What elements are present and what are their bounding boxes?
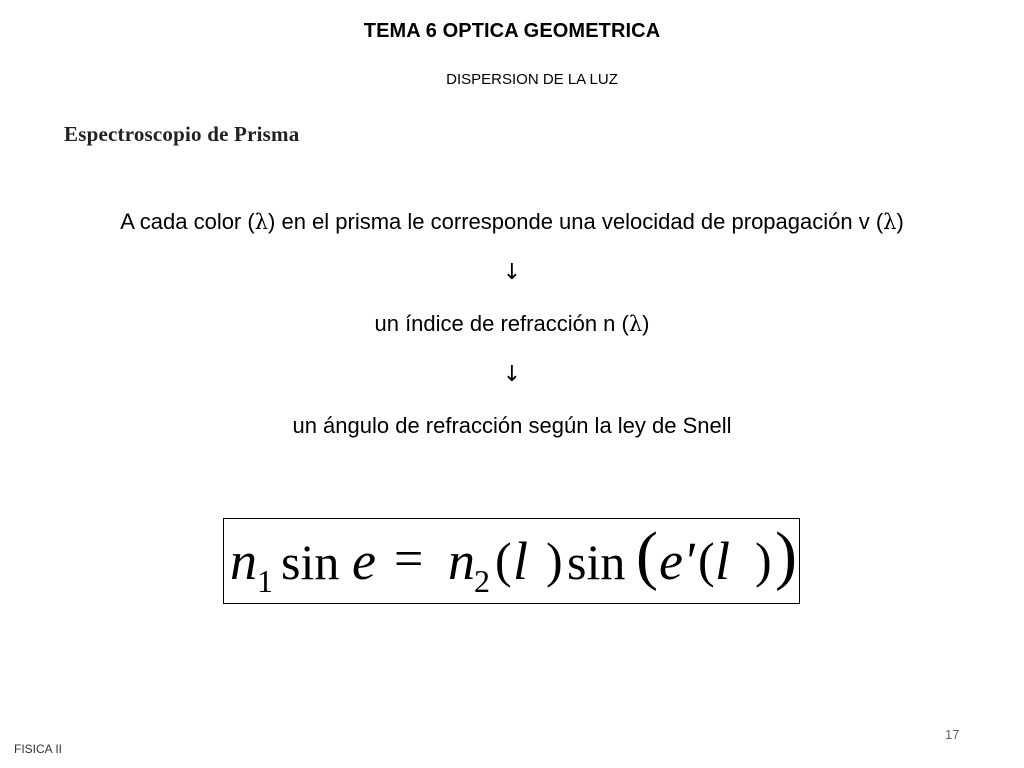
formula-sin2: sin [567,534,626,590]
section-heading: Espectroscopio de Prisma [64,122,300,146]
index-suffix: ) [642,311,650,336]
formula-lparen: ( [495,532,512,588]
formula-inner-rparen: ) [755,532,772,588]
index-prefix: un índice de refracción n ( [374,311,629,336]
down-arrow-icon: ↓ [502,260,522,285]
formula-sin1: sin [281,534,340,590]
statement-prefix: A cada color ( [120,209,255,234]
formula-big-rparen: ) [775,519,797,592]
formula-rparen: ) [546,532,563,588]
down-arrow-icon: ↓ [502,362,522,387]
formula-lambda: l [513,531,529,591]
formula-big-lparen: ( [636,519,658,592]
page-number: 17 [945,727,960,742]
lambda-symbol: λ [628,312,643,336]
formula-e-prime: e' [659,531,695,591]
statement-suffix: ) [896,209,904,234]
formula-inner-lambda: l [715,531,731,591]
lambda-symbol: λ [254,210,269,234]
slide-title: TEMA 6 OPTICA GEOMETRICA [363,20,661,42]
formula-e: e [352,531,376,591]
slide-subtitle: DISPERSION DE LA LUZ [446,71,618,88]
footer-course: FISICA II [14,742,63,756]
refraction-index-statement [0,311,1024,337]
formula-n2: n [448,531,475,591]
formula-sub2: 2 [474,563,490,599]
formula-equals: = [394,531,424,588]
lambda-symbol: λ [883,210,897,234]
statement-middle: ) en el prisma le corresponde una velocidad de propagación v ( [268,209,884,234]
snell-law-formula [223,518,800,604]
formula-sub1: 1 [257,563,273,599]
snell-statement: un ángulo de refracción según la ley de Snell [292,413,732,438]
formula-inner-lparen: ( [698,532,715,588]
formula-n1: n [230,531,257,591]
dispersion-statement [0,209,1024,235]
